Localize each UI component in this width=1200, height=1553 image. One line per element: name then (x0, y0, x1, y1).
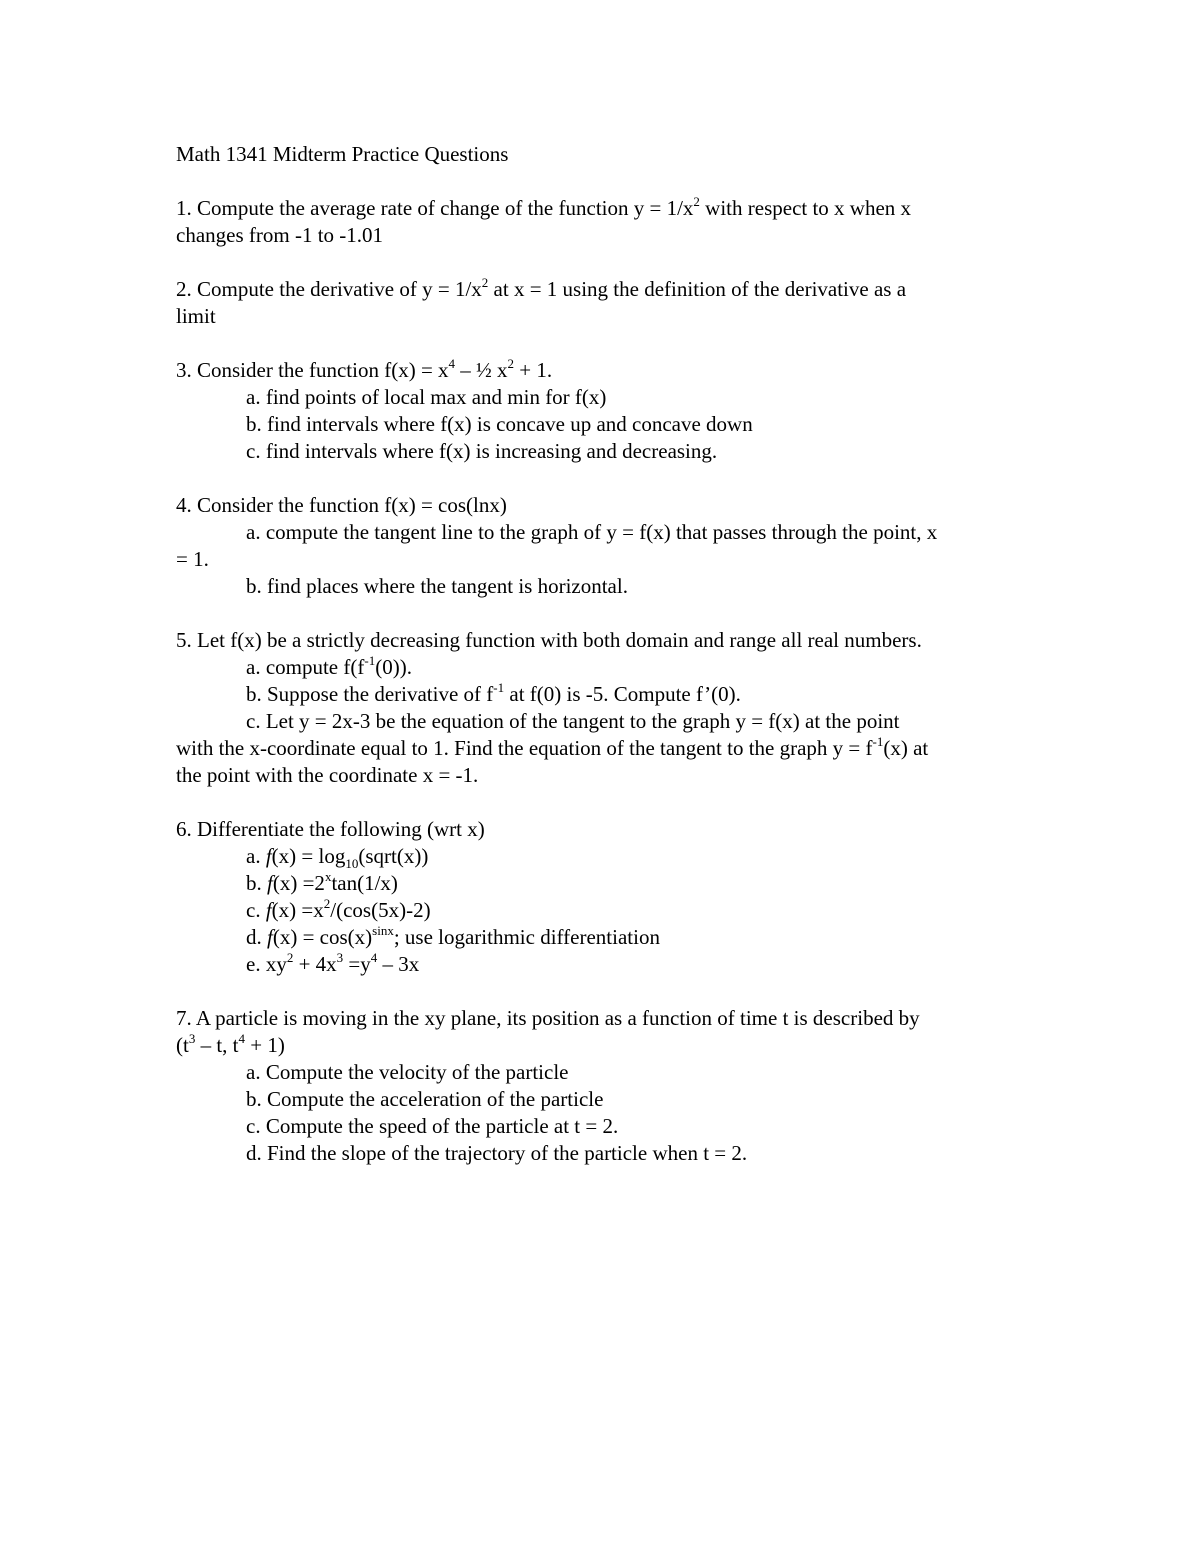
q5b-text-b: at f(0) is -5. Compute f’(0). (504, 682, 741, 706)
question-6-part-e (176, 951, 1036, 978)
q7-text-b: – t, t (195, 1033, 239, 1057)
question-6-part-c (176, 897, 1036, 924)
q6e-exponent-3: 4 (370, 950, 378, 965)
question-2-line-2: limit (176, 304, 216, 328)
q7-text-a: (t (176, 1033, 189, 1057)
q6a-text-a: (x) = log (271, 844, 346, 868)
q5a-text-a: a. compute f(f (246, 655, 365, 679)
question-5 (176, 627, 1036, 789)
q3-stem-b: – ½ x (455, 358, 508, 382)
q6b-text-a: (x) =2 (272, 871, 325, 895)
q3-exponent-1: 4 (448, 356, 456, 371)
q6c-text-b: /(cos(5x)-2) (330, 898, 431, 922)
question-2 (176, 276, 1036, 330)
q6c-label: c. (246, 898, 266, 922)
question-6-part-b (176, 870, 1036, 897)
question-7-line-2 (176, 1032, 1036, 1059)
question-3 (176, 357, 1036, 465)
q1-exponent: 2 (693, 194, 700, 209)
question-5-part-c-line-2 (176, 735, 1036, 762)
question-7-line-1: 7. A particle is moving in the xy plane, its position as a function of time t is described by (176, 1006, 920, 1030)
q6d-exponent: sinx (372, 923, 394, 938)
question-4-stem: 4. Consider the function f(x) = cos(lnx) (176, 493, 507, 517)
spacer (176, 168, 1036, 195)
q5a-text-b: (0)). (375, 655, 412, 679)
q6d-text-a: (x) = cos(x) (272, 925, 373, 949)
q2-exponent: 2 (481, 275, 489, 290)
question-7 (176, 1005, 1036, 1167)
q6c-text-a: (x) =x (271, 898, 324, 922)
question-4 (176, 492, 1036, 600)
q6b-exponent: x (324, 869, 332, 884)
q6a-log-base: 10 (345, 856, 359, 872)
q6b-text-b: tan(1/x) (331, 871, 398, 895)
q7-text-c: + 1) (245, 1033, 285, 1057)
document-body (176, 141, 1036, 1167)
question-6-part-d (176, 924, 1036, 951)
question-1 (176, 195, 1036, 249)
spacer (176, 330, 1036, 357)
question-2-line-1 (176, 276, 1036, 303)
question-3-stem (176, 357, 1036, 384)
q7-exponent-2: 4 (238, 1031, 245, 1046)
q6d-function-symbol: f (267, 925, 273, 949)
page-title: Math 1341 Midterm Practice Questions (176, 142, 509, 166)
question-5-part-a (176, 654, 1036, 681)
q3-stem-c: + 1. (514, 358, 553, 382)
spacer (176, 465, 1036, 492)
q3-stem-a: 3. Consider the function f(x) = x (176, 358, 449, 382)
q6e-exponent-1: 2 (286, 950, 294, 965)
spacer (176, 789, 1036, 816)
q6e-text-a: e. xy (246, 952, 287, 976)
spacer (176, 249, 1036, 276)
q6a-label: a. (246, 844, 266, 868)
question-5-part-b (176, 681, 1036, 708)
question-7-part-a: a. Compute the velocity of the particle (246, 1060, 569, 1084)
question-5-stem: 5. Let f(x) be a strictly decreasing function with both domain and range all real numbers. (176, 628, 922, 652)
question-6-part-a (176, 843, 1036, 870)
question-7-part-b: b. Compute the acceleration of the particle (246, 1087, 604, 1111)
spacer (176, 600, 1036, 627)
question-3-part-b: b. find intervals where f(x) is concave up and concave down (246, 412, 753, 436)
spacer (176, 978, 1036, 1005)
question-3-part-a: a. find points of local max and min for f(x) (246, 385, 607, 409)
q6b-label: b. (246, 871, 267, 895)
q1-text-b: with respect to x when x (699, 196, 912, 220)
question-4-part-a-line-2: = 1. (176, 547, 209, 571)
q2-text-b: at x = 1 using the definition of the derivative as a (488, 277, 907, 301)
q6e-text-c: =y (343, 952, 371, 976)
q6d-text-b: ; use logarithmic differentiation (393, 925, 660, 949)
question-3-part-c: c. find intervals where f(x) is increasing and decreasing. (246, 439, 718, 463)
question-4-part-b: b. find places where the tangent is horizontal. (246, 574, 628, 598)
q6c-exponent: 2 (323, 896, 331, 911)
question-7-part-c: c. Compute the speed of the particle at t = 2. (246, 1114, 619, 1138)
question-4-part-a-line-1: a. compute the tangent line to the graph of y = f(x) that passes through the point, x (246, 520, 938, 544)
q5b-text-a: b. Suppose the derivative of f (246, 682, 494, 706)
q3-exponent-2: 2 (507, 356, 515, 371)
q5c-text-b: (x) at (883, 736, 929, 760)
q6b-function-symbol: f (267, 871, 273, 895)
q7-exponent-1: 3 (188, 1031, 196, 1046)
q5c-inverse-exponent: -1 (872, 734, 884, 749)
question-1-line-2: changes from -1 to -1.01 (176, 223, 384, 247)
q5a-inverse-exponent: -1 (364, 653, 376, 668)
q6e-exponent-2: 3 (336, 950, 344, 965)
question-6 (176, 816, 1036, 978)
q6c-function-symbol: f (265, 898, 272, 922)
q5b-inverse-exponent: -1 (493, 680, 505, 695)
q2-text-a: 2. Compute the derivative of y = 1/x (176, 277, 482, 301)
q6e-text-b: + 4x (293, 952, 337, 976)
q6e-text-d: – 3x (377, 952, 420, 976)
question-5-part-c-line-3: the point with the coordinate x = -1. (176, 763, 479, 787)
question-7-part-d: d. Find the slope of the trajectory of the particle when t = 2. (246, 1141, 748, 1165)
q5c-text-a: with the x-coordinate equal to 1. Find the equation of the tangent to the graph y = f (176, 736, 873, 760)
q6a-function-symbol: f (265, 844, 272, 868)
q6d-label: d. (246, 925, 267, 949)
question-1-line-1 (176, 195, 1036, 222)
question-6-stem: 6. Differentiate the following (wrt x) (176, 817, 485, 841)
q1-text-a: 1. Compute the average rate of change of the function y = 1/x (176, 196, 694, 220)
question-5-part-c-line-1: c. Let y = 2x-3 be the equation of the tangent to the graph y = f(x) at the point (246, 709, 900, 733)
q6a-text-b: (sqrt(x)) (358, 844, 429, 868)
